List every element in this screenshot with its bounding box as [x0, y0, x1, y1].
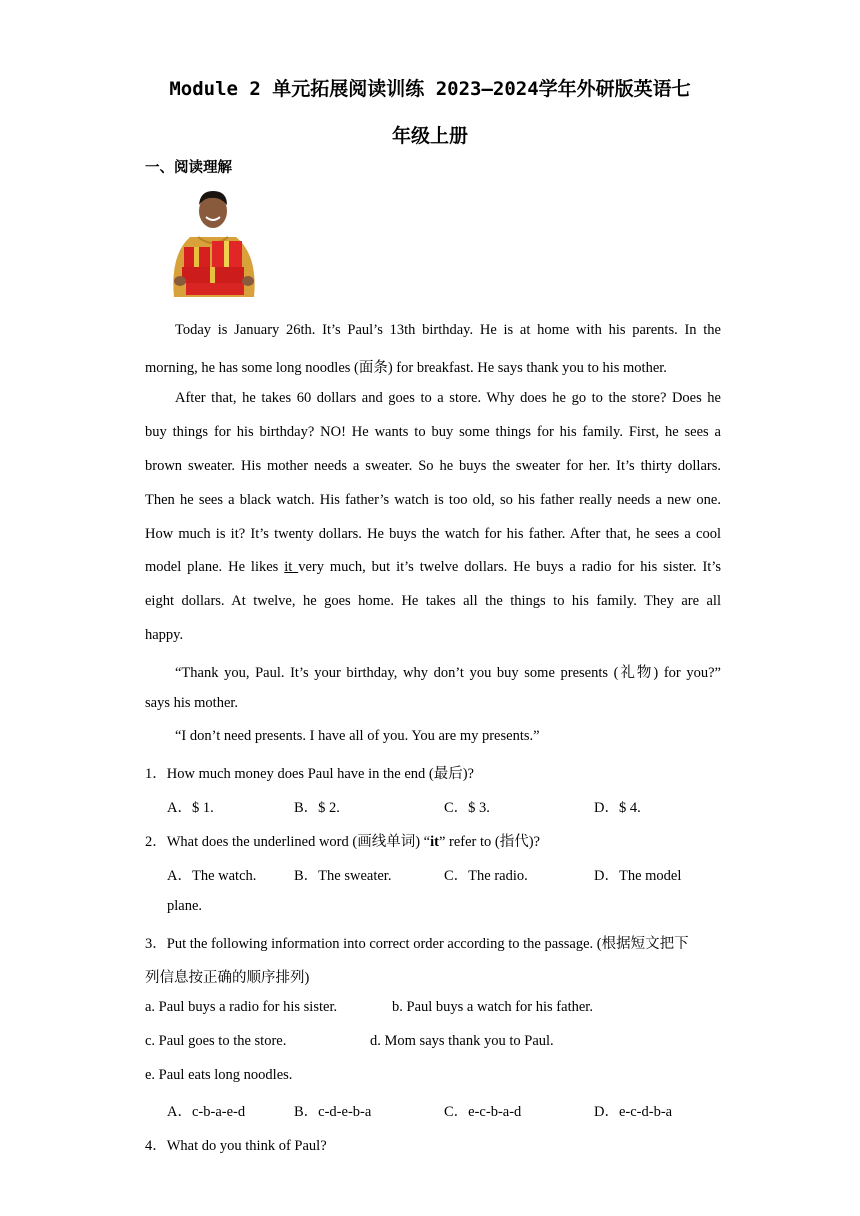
- passage-p1-line1: Today is January 26th. It’s Paul’s 13th birthday. He is at home with his parents. In the: [175, 322, 721, 338]
- passage-p2-line8: happy.: [145, 627, 184, 643]
- q2-option-c[interactable]: C．The radio.: [444, 868, 528, 884]
- passage-p2-line3: brown sweater. His mother needs a sweater. So he buys the sweater for her. It’s thirty dollars.: [145, 458, 721, 474]
- passage-text: model plane. He likes: [145, 559, 285, 575]
- q3-item-e: e. Paul eats long noodles.: [145, 1067, 293, 1083]
- question-1: 1．How much money does Paul have in the end (最后)?: [145, 766, 474, 782]
- q3-item-a: a. Paul buys a radio for his sister.: [145, 999, 338, 1015]
- q3-option-c[interactable]: C．e-c-b-a-d: [444, 1104, 522, 1120]
- passage-text: very much, but it’s twelve dollars. He buys a radio for his sister. It’s: [298, 559, 722, 575]
- q1-option-d[interactable]: D．$ 4.: [594, 800, 641, 816]
- q2-option-d-cont: plane.: [167, 898, 203, 914]
- q1-option-c[interactable]: C．$ 3.: [444, 800, 490, 816]
- q2-text-bold: it: [430, 834, 439, 850]
- q3-option-d[interactable]: D．e-c-d-b-a: [594, 1104, 673, 1120]
- passage-p2-line4: Then he sees a black watch. His father’s watch is too old, so his father really needs a new one.: [145, 492, 721, 508]
- question-3-cont: 列信息按正确的顺序排列): [145, 970, 310, 986]
- passage-p4: “I don’t need presents. I have all of you. You are my presents.”: [175, 728, 540, 744]
- q3-option-a[interactable]: A．c-b-a-e-d: [167, 1104, 246, 1120]
- question-4: 4．What do you think of Paul?: [145, 1138, 327, 1154]
- doc-title-line1: Module 2 单元拓展阅读训练 2023—2024学年外研版英语七: [169, 78, 691, 100]
- q2-text: 2．What does the underlined word (画线单词) “: [145, 834, 431, 850]
- underlined-word-it: it: [284, 559, 299, 575]
- boy-with-gifts-image: [160, 185, 266, 305]
- q2-option-d[interactable]: D．The model: [594, 868, 682, 884]
- passage-p2-line1: After that, he takes 60 dollars and goes to a store. Why does he go to the store? Does he: [175, 390, 721, 406]
- passage-p3-line1: “Thank you, Paul. It’s your birthday, why don’t you buy some presents (礼物) for you?”: [175, 665, 721, 681]
- q3-item-b: b. Paul buys a watch for his father.: [392, 999, 593, 1015]
- passage-p2-line7: eight dollars. At twelve, he goes home. He takes all the things to his family. They are all: [145, 593, 721, 609]
- q3-item-d: d. Mom says thank you to Paul.: [370, 1033, 554, 1049]
- question-3: 3．Put the following information into correct order according to the passage. (根据短文把下: [145, 936, 689, 952]
- passage-p2-line5: How much is it? It’s twenty dollars. He buys the watch for his father. After that, he sees a cool: [145, 526, 721, 542]
- section-heading: 一、阅读理解: [145, 160, 232, 176]
- q2-option-b[interactable]: B．The sweater.: [294, 868, 392, 884]
- passage-p2-line2: buy things for his birthday? NO! He wants to buy some things for his family. First, he sees a: [145, 424, 721, 440]
- passage-p1-line2: morning, he has some long noodles (面条) for breakfast. He says thank you to his mother.: [145, 360, 667, 376]
- passage-p3-line2: says his mother.: [145, 695, 239, 711]
- q3-item-c: c. Paul goes to the store.: [145, 1033, 287, 1049]
- q2-option-a[interactable]: A．The watch.: [167, 868, 257, 884]
- question-2: [145, 830, 721, 851]
- q1-option-b[interactable]: B．$ 2.: [294, 800, 340, 816]
- q1-option-a[interactable]: A．$ 1.: [167, 800, 214, 816]
- doc-title-line2: 年级上册: [391, 125, 468, 147]
- q3-option-b[interactable]: B．c-d-e-b-a: [294, 1104, 372, 1120]
- q2-text: ” refer to (指代)?: [438, 834, 540, 850]
- passage-p2-line6: [145, 559, 721, 576]
